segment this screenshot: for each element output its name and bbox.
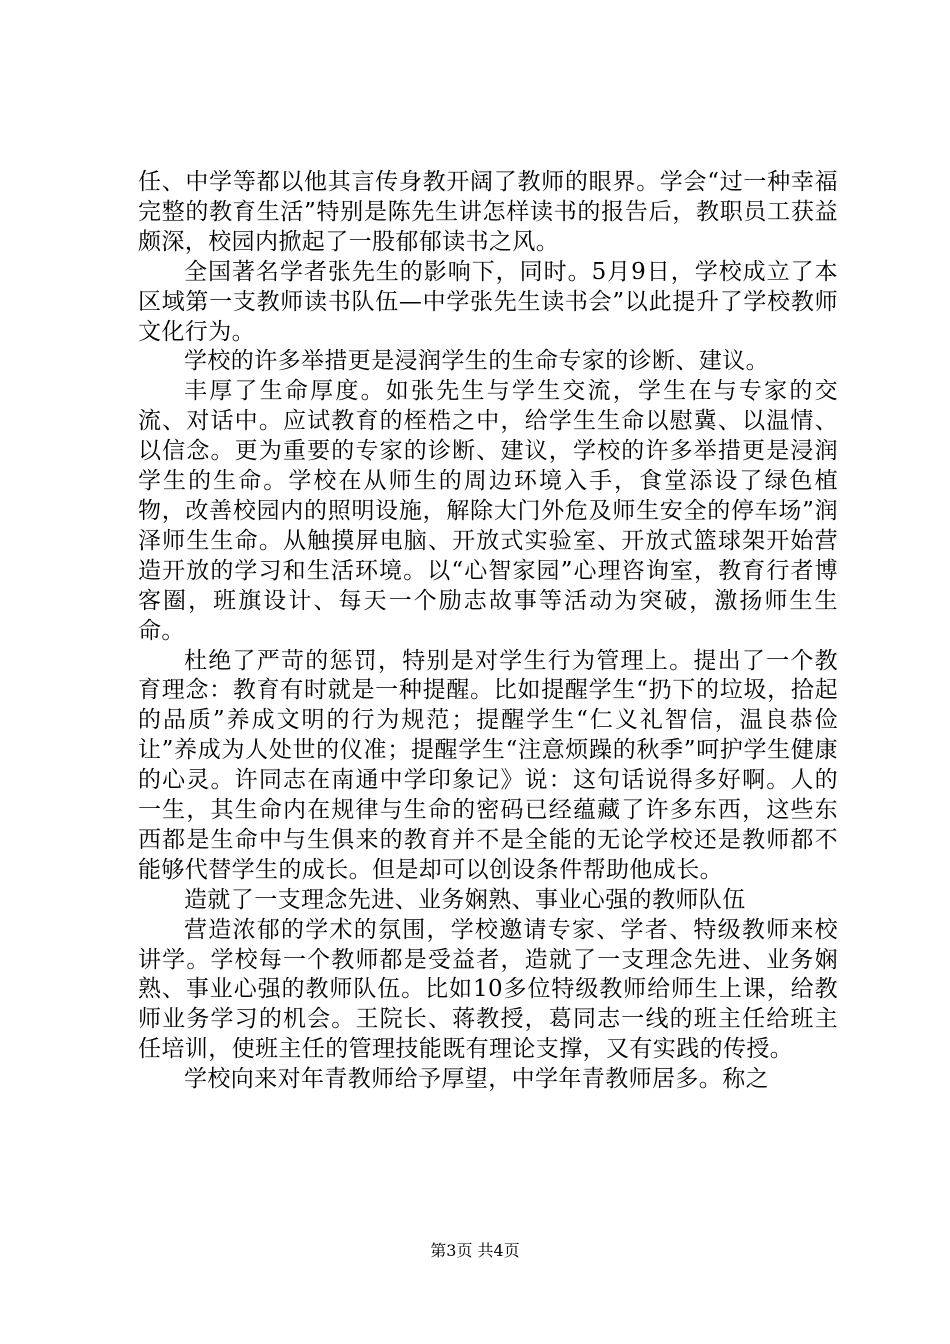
paragraph-7: 学校向来对年青教师给予厚望，中学年青教师居多。称之 [184,1066,769,1093]
paragraph-5: 杜绝了严苛的惩罚，特别是对学生行为管理上。提出了一个教育理念：教育有时就是一种提醒。比如提醒学生“扔下的垃圾，拾起的品质”养成文明的行为规范；提醒学生“仁义礼智信，温良恭俭让”养成为人处世的仪准；提醒学生“注意烦躁的秋季”呵护学生健康的心灵。许同志在南通中学印象记》说：这句话说得多好啊。人的一生，其生命内在规律与生命的密码已经蕴藏了许多东西，这些东西都是生命中与生俱来的教育并不是全能的无论学校还是教师都不能够代替学生的成长。但是却可以创设条件帮助他成长。 [138,647,838,883]
section-heading: 造就了一支理念先进、业务娴熟、事业心强的教师队伍 [184,886,746,913]
paragraph-6: 营造浓郁的学术的氛围，学校邀请专家、学者、特级教师来校讲学。学校每一个教师都是受益者，造就了一支理念先进、业务娴熟、事业心强的教师队伍。比如10多位特级教师给师生上课，给教师业务学习的机会。王院长、蒋教授，葛同志一线的班主任给班主任培训，使班主任的管理技能既有理论支撑，又有实践的传授。 [138,916,838,1063]
page-number-footer: 第3页 共4页 [430,1241,520,1260]
paragraph-2: 全国著名学者张先生的影响下，同时。5月9日，学校成立了本区域第一支教师读书队伍—中学张先生读书会”以此提升了学校教师文化行为。 [138,258,838,345]
paragraph-1: 任、中学等都以他其言传身教开阔了教师的眼界。学会“过一种幸福完整的教育生活”特别是陈先生讲怎样读书的报告后，教职员工获益颇深，校园内掀起了一股郁郁读书之风。 [138,169,838,255]
body-text [138,168,838,1095]
paragraph-4: 丰厚了生命厚度。如张先生与学生交流，学生在与专家的交流、对话中。应试教育的桎梏之中，给学生生命以慰冀、以温情、以信念。更为重要的专家的诊断、建议，学校的许多举措更是浸润学生的生命。学校在从师生的周边环境入手，食堂添设了绿色植物，改善校园内的照明设施，解除大门外危及师生安全的停车场”润泽师生生命。从触摸屏电脑、开放式实验室、开放式篮球架开始营造开放的学习和生活环境。以“心智家园”心理咨询室，教育行者博客圈，班旗设计、每天一个励志故事等活动为突破，激扬师生生命。 [138,378,838,644]
paragraph-3: 学校的许多举措更是浸润学生的生命专家的诊断、建议。 [184,348,769,375]
